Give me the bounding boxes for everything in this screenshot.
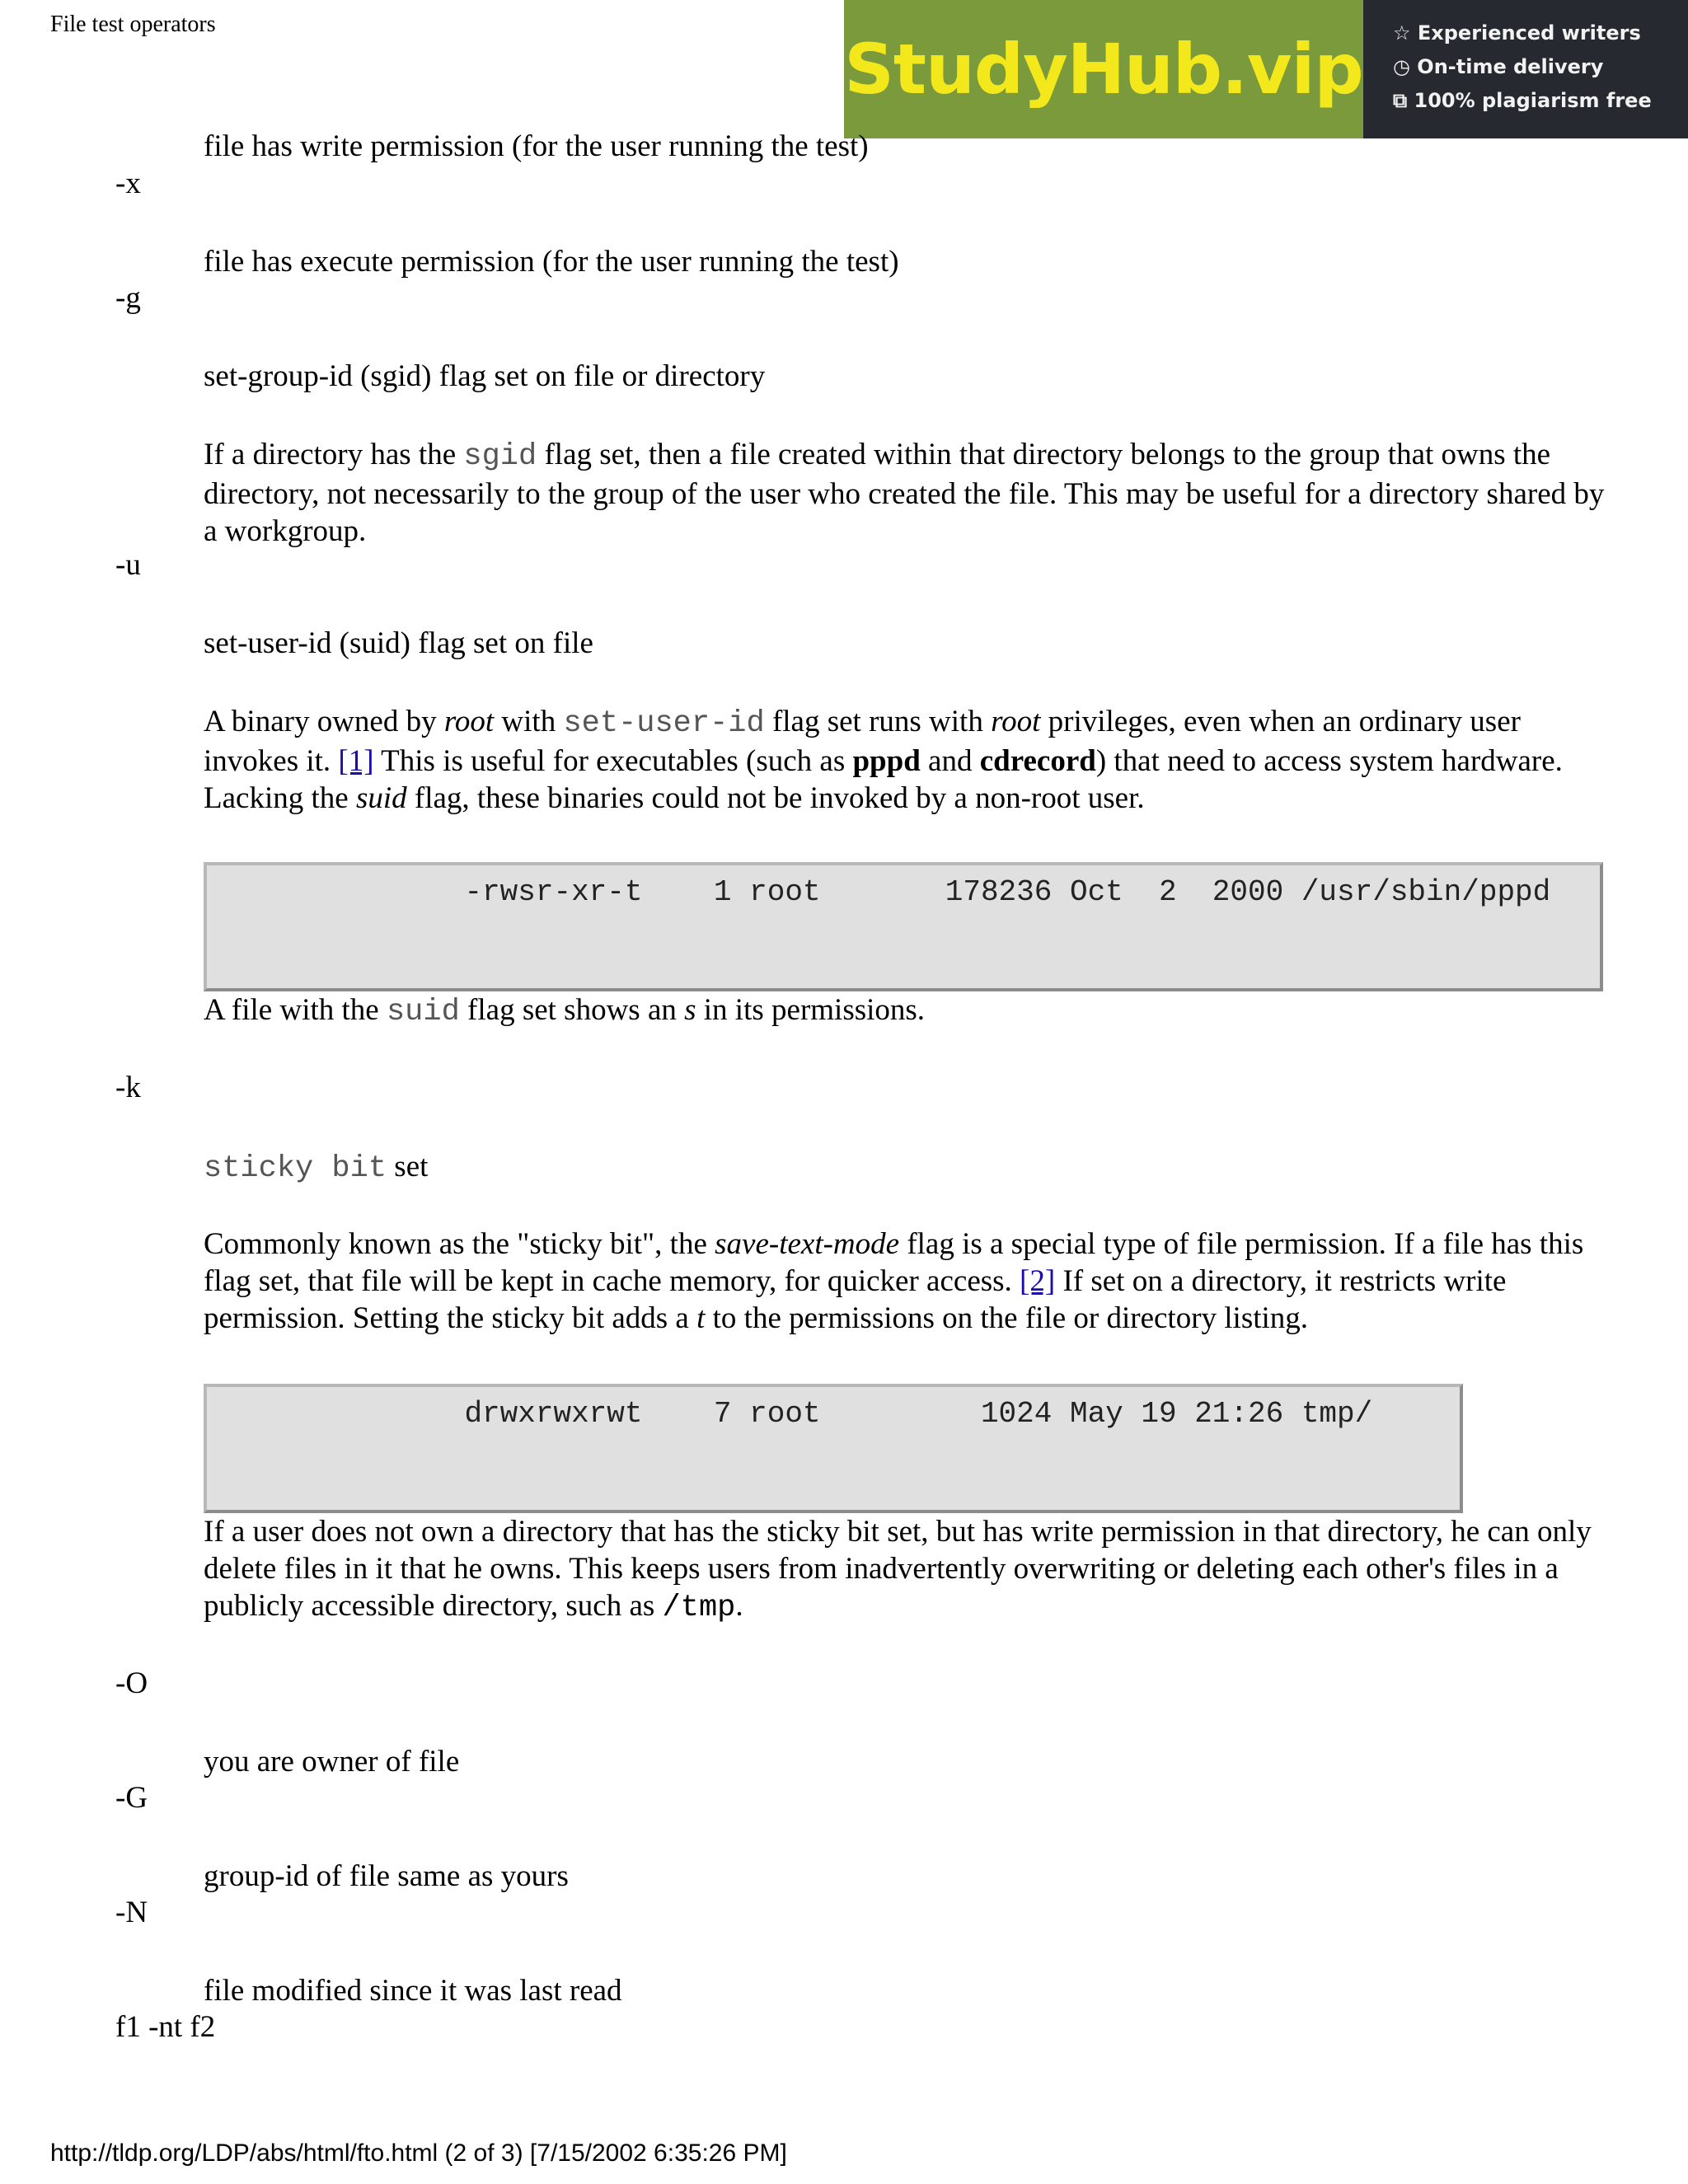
footnote-link-1[interactable]: [1]	[338, 744, 374, 778]
flag-u: -u	[115, 548, 141, 582]
feature-plagiarism-free: ⧉ 100% plagiarism free	[1393, 89, 1652, 112]
sticky-note: If a user does not own a directory that has the sticky bit set, but has write permission in that directory, he can only delete files in it that he owns. This keeps users from inadvertently overwriting or deleting each other's files in a publicly accessible directory, such as /tmp.	[204, 1515, 1592, 1625]
page-header-title: File test operators	[50, 12, 216, 37]
studyhub-logo	[844, 0, 1363, 138]
u-paragraph: A binary owned by root with set-user-id flag set runs with root privileges, even when an ordinary user invokes it. [1] This is useful for executables (such as pppd and cdrecord) that need to access system hardware. Lacking the suid flag, these binaries could not be invoked by a non-root user.	[204, 705, 1563, 815]
k-description: sticky bit set	[204, 1150, 429, 1186]
footnote-link-2[interactable]: [2]	[1020, 1264, 1056, 1298]
pppd-listing-box	[204, 862, 1603, 991]
tmp-listing: drwxrwxrwt 7 root 1024 May 19 21:26 tmp/	[215, 1397, 1373, 1431]
N-description: file modified since it was last read	[204, 1974, 622, 2008]
flag-N: -N	[115, 1896, 148, 1929]
tmp-code: /tmp	[662, 1591, 736, 1625]
studyhub-logo-text: StudyHub.vip	[844, 29, 1363, 110]
O-description: you are owner of file	[204, 1745, 460, 1779]
g-paragraph: If a directory has the sgid flag set, then a file created within that directory belongs to the group that owns the directory, not necessarily to the group of the user who created the file. This may be useful for a directory shared by a workgroup.	[204, 438, 1605, 548]
tmp-listing-box	[204, 1384, 1463, 1513]
suid-note: A file with the suid flag set shows an s in its permissions.	[204, 993, 926, 1029]
flag-G: -G	[115, 1781, 148, 1815]
g-description: set-group-id (sgid) flag set on file or directory	[204, 359, 766, 393]
sticky-bit-code: sticky bit	[204, 1151, 387, 1186]
w-description: file has write permission (for the user running the test)	[204, 129, 869, 163]
flag-nt: f1 -nt f2	[115, 2010, 216, 2044]
flag-x: -x	[115, 166, 141, 200]
flag-g: -g	[115, 281, 141, 315]
page-footer-url: http://tldp.org/LDP/abs/html/fto.html (2 of 3) [7/15/2002 6:35:26 PM]	[50, 2139, 787, 2167]
feature-on-time-delivery: ◷ On-time delivery	[1393, 55, 1604, 78]
G-description: group-id of file same as yours	[204, 1859, 569, 1893]
studyhub-banner[interactable]	[844, 0, 1688, 138]
banner-features	[1363, 0, 1688, 138]
flag-O: -O	[115, 1666, 148, 1700]
suid-code: suid	[386, 995, 460, 1029]
set-user-id-code: set-user-id	[563, 706, 765, 741]
u-description: set-user-id (suid) flag set on file	[204, 626, 593, 660]
flag-k: -k	[115, 1071, 141, 1104]
sgid-code: sgid	[463, 439, 537, 474]
feature-experienced-writers: ☆ Experienced writers	[1393, 21, 1641, 45]
x-description: file has execute permission (for the user running the test)	[204, 245, 899, 279]
pppd-listing: -rwsr-xr-t 1 root 178236 Oct 2 2000 /usr/sbin/pppd	[215, 875, 1551, 909]
k-paragraph: Commonly known as the "sticky bit", the save-text-mode flag is a special type of file permission. If a file has this flag set, that file will be kept in cache memory, for quicker access. [2] If set on a directory, it restricts write permission. Setting the sticky bit adds a t to the permissions on the file or directory listing.	[204, 1227, 1584, 1335]
